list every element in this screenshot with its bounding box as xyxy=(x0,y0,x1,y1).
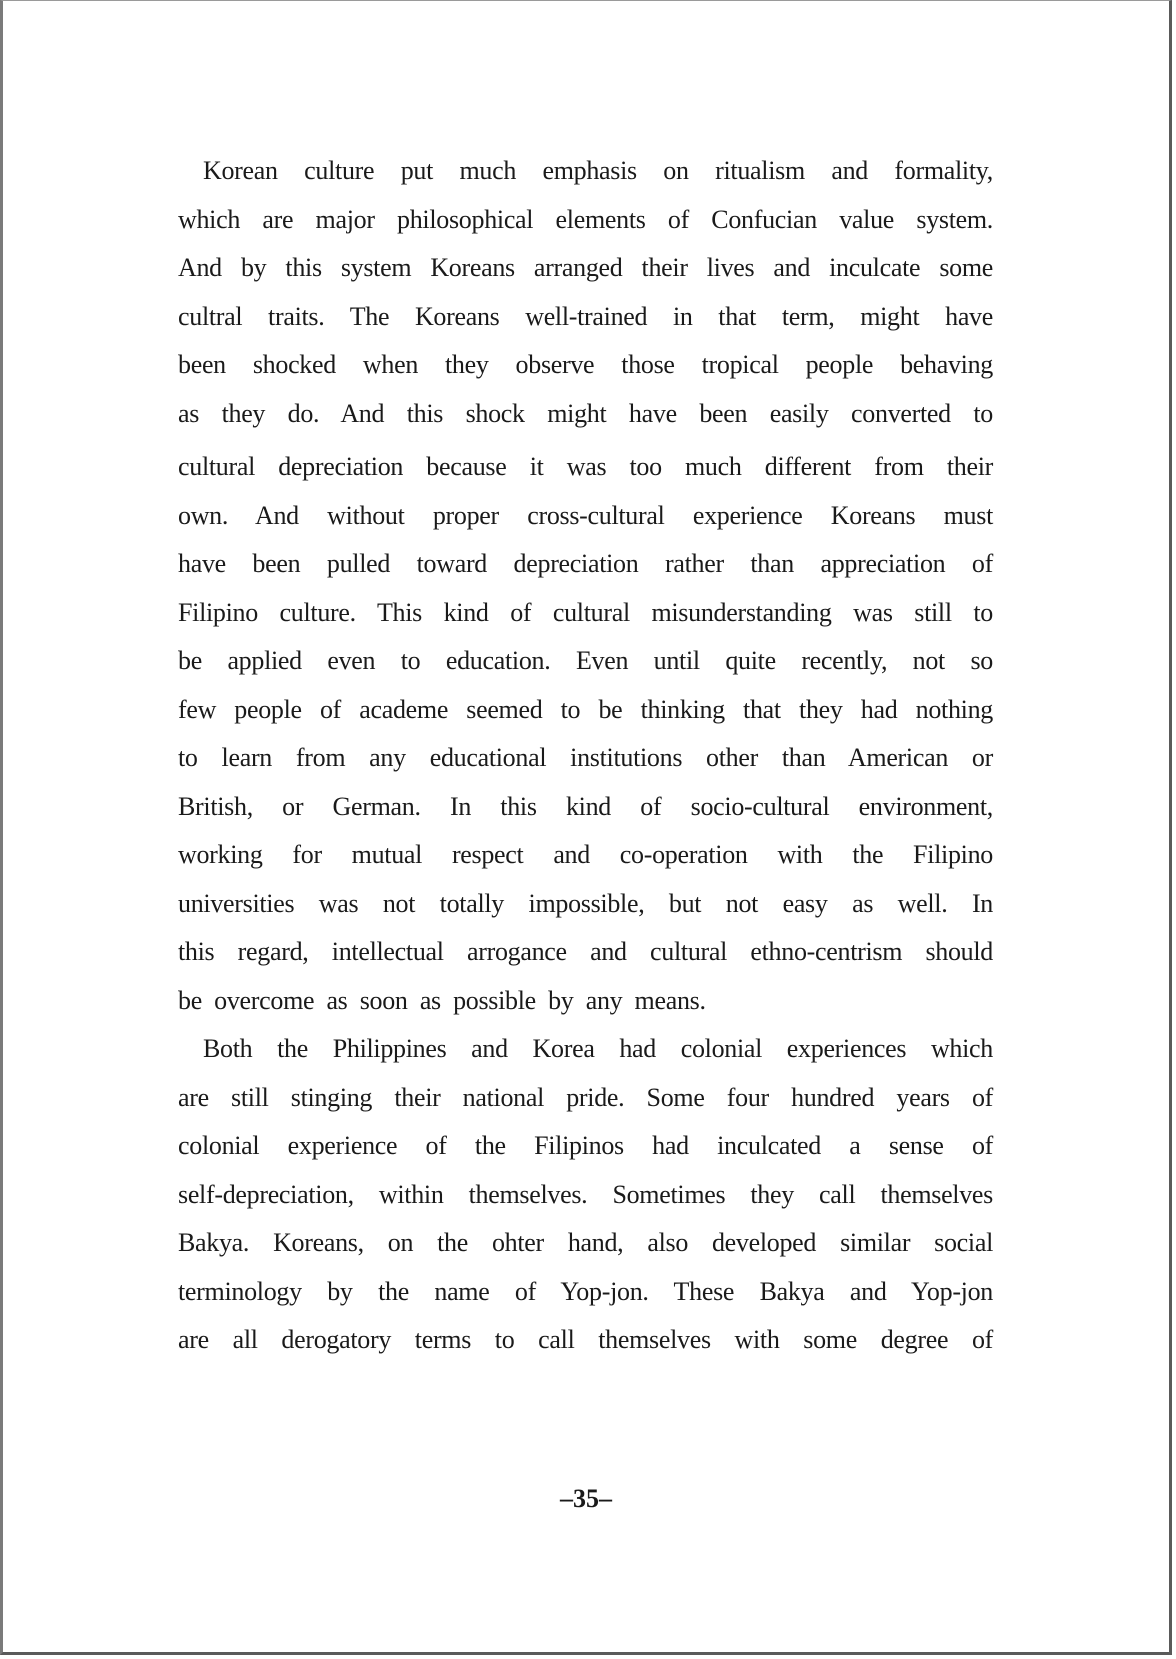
text-line: few people of academe seemed to be thinking that they had nothing xyxy=(178,695,993,724)
text-line: which are major philosophical elements of Confucian value system. xyxy=(178,205,993,234)
text-line: terminology by the name of Yop-jon. These Bakya and Yop-jon xyxy=(178,1277,993,1306)
text-line: And by this system Koreans arranged their lives and inculcate some xyxy=(178,253,993,282)
text-line: to learn from any educational institutions other than American or xyxy=(178,743,993,772)
text-line: be applied even to education. Even until quite recently, not so xyxy=(178,646,993,675)
text-line: working for mutual respect and co-operation with the Filipino xyxy=(178,840,993,869)
text-line: Both the Philippines and Korea had colonial experiences which xyxy=(203,1034,993,1063)
text-line: colonial experience of the Filipinos had inculcated a sense of xyxy=(178,1131,993,1160)
text-line: cultral traits. The Koreans well-trained in that term, might have xyxy=(178,302,993,331)
text-line: are all derogatory terms to call themselves with some degree of xyxy=(178,1325,993,1354)
text-line: be overcome as soon as possible by any means. xyxy=(178,986,706,1015)
text-line: own. And without proper cross-cultural experience Koreans must xyxy=(178,501,993,530)
text-line: been shocked when they observe those tropical people behaving xyxy=(178,350,993,379)
text-line: self-depreciation, within themselves. Sometimes they call themselves xyxy=(178,1180,993,1209)
text-line: universities was not totally impossible, but not easy as well. In xyxy=(178,889,993,918)
text-line: Bakya. Koreans, on the ohter hand, also developed similar social xyxy=(178,1228,993,1257)
text-line: are still stinging their national pride. Some four hundred years of xyxy=(178,1083,993,1112)
text-line: have been pulled toward depreciation rather than appreciation of xyxy=(178,549,993,578)
text-line: as they do. And this shock might have been easily converted to xyxy=(178,399,993,428)
text-line: Korean culture put much emphasis on ritualism and formality, xyxy=(203,156,993,185)
text-line: cultural depreciation because it was too much different from their xyxy=(178,452,993,481)
text-line: British, or German. In this kind of socio-cultural environment, xyxy=(178,792,993,821)
text-line: Filipino culture. This kind of cultural misunderstanding was still to xyxy=(178,598,993,627)
text-line: this regard, intellectual arrogance and cultural ethno-centrism should xyxy=(178,937,993,966)
page-number: –35– xyxy=(560,1484,612,1513)
